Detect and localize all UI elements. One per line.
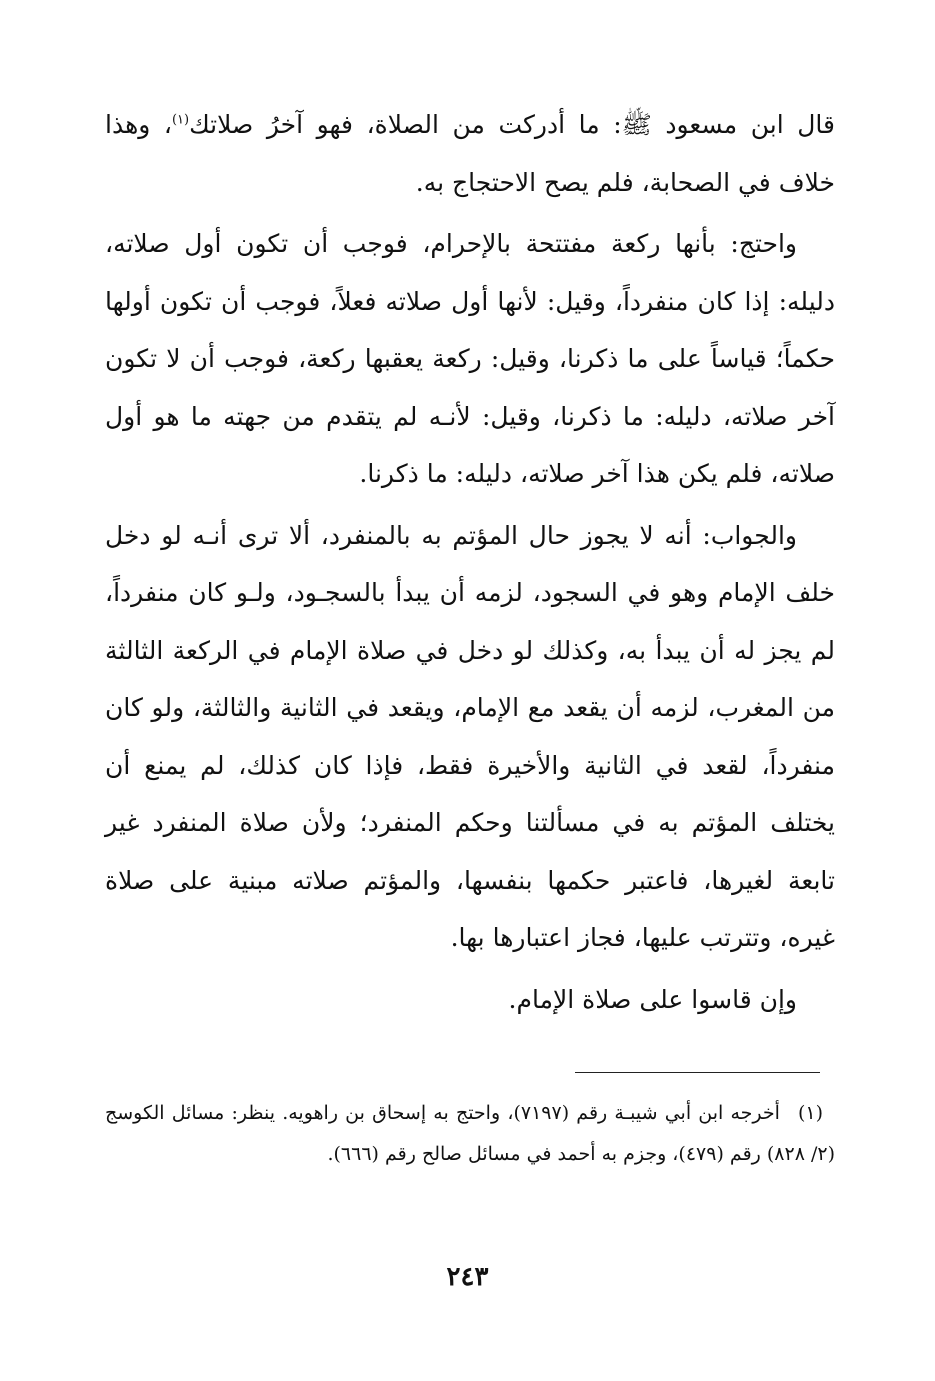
page-number: ٢٤٣ <box>446 1262 489 1292</box>
footnotes-section <box>105 1093 835 1175</box>
paragraph-4: وإن قاسوا على صلاة الإمام. <box>508 984 797 1014</box>
footnote-divider <box>575 1072 820 1073</box>
footnote-1-text: أخرجه ابن أبي شيبـة رقم (٧١٩٧)، واحتج به إسحاق بن راهويه. ينظر: مسائل الكوسج (٢/ ٨٢٨) رقم (٤٧٩)، وجزم به أحمد في مسائل صالح رقم (٦٦٦). <box>105 1102 835 1165</box>
footnote-reference-1: (١) <box>171 112 190 128</box>
paragraph-3: والجواب: أنه لا يجوز حال المؤتم به بالمنفرد، ألا ترى أنـه لو دخل خلف الإمام وهو في السجود، لزمه أن يبدأ بالسجـود، ولـو كان منفرداً، لم يجز له أن يبدأ به، وكذلك لو دخل في صلاة الإمام في الركعة الثالثة من المغرب، لزمه أن يقعد مع الإمام، ويقعد في الثانية والثالثة، ولو كان منفرداً، لقعد في الثانية والأخيرة فقط، فإذا كان كذلك، لم يمنع أن يختلف المؤتم به في مسألتنا وحكم المنفرد؛ ولأن صلاة المنفرد غير تابعة لغيرها، فاعتبر حكمها بنفسها، والمؤتم صلاته مبنية على صلاة غيره، وتترتب عليها، فجاز اعتبارها بها. <box>105 520 835 952</box>
main-text <box>105 96 835 1028</box>
paragraph-1-text-before-ref: قال ابن مسعود ﷺ: ما أدركت من الصلاة، فهو آخرُ صلاتك <box>189 110 835 139</box>
paragraph-1-text-after-ref: ، وهذا خلاف في الصحابة، فلم يصح الاحتجاج به. <box>105 110 835 197</box>
footnote-1-number: (١) <box>797 1102 824 1124</box>
paragraph-2: واحتج: بأنها ركعة مفتتحة بالإحرام، فوجب أن تكون أول صلاته، دليله: إذا كان منفرداً، وقيل: لأنها أول صلاته فعلاً، فوجب أن تكون أولها حكماً؛ قياساً على ما ذكرنا، وقيل: ركعة يعقبها ركعة، فوجب أن لا تكون آخر صلاته، دليله: ما ذكرنا، وقيل: لأنـه لم يتقدم من جهته ما هو أول صلاته، فلم يكن هذا آخر صلاته، دليله: ما ذكرنا. <box>105 229 835 488</box>
paragraph-1 <box>105 96 835 211</box>
footnote-1 <box>105 1093 835 1175</box>
